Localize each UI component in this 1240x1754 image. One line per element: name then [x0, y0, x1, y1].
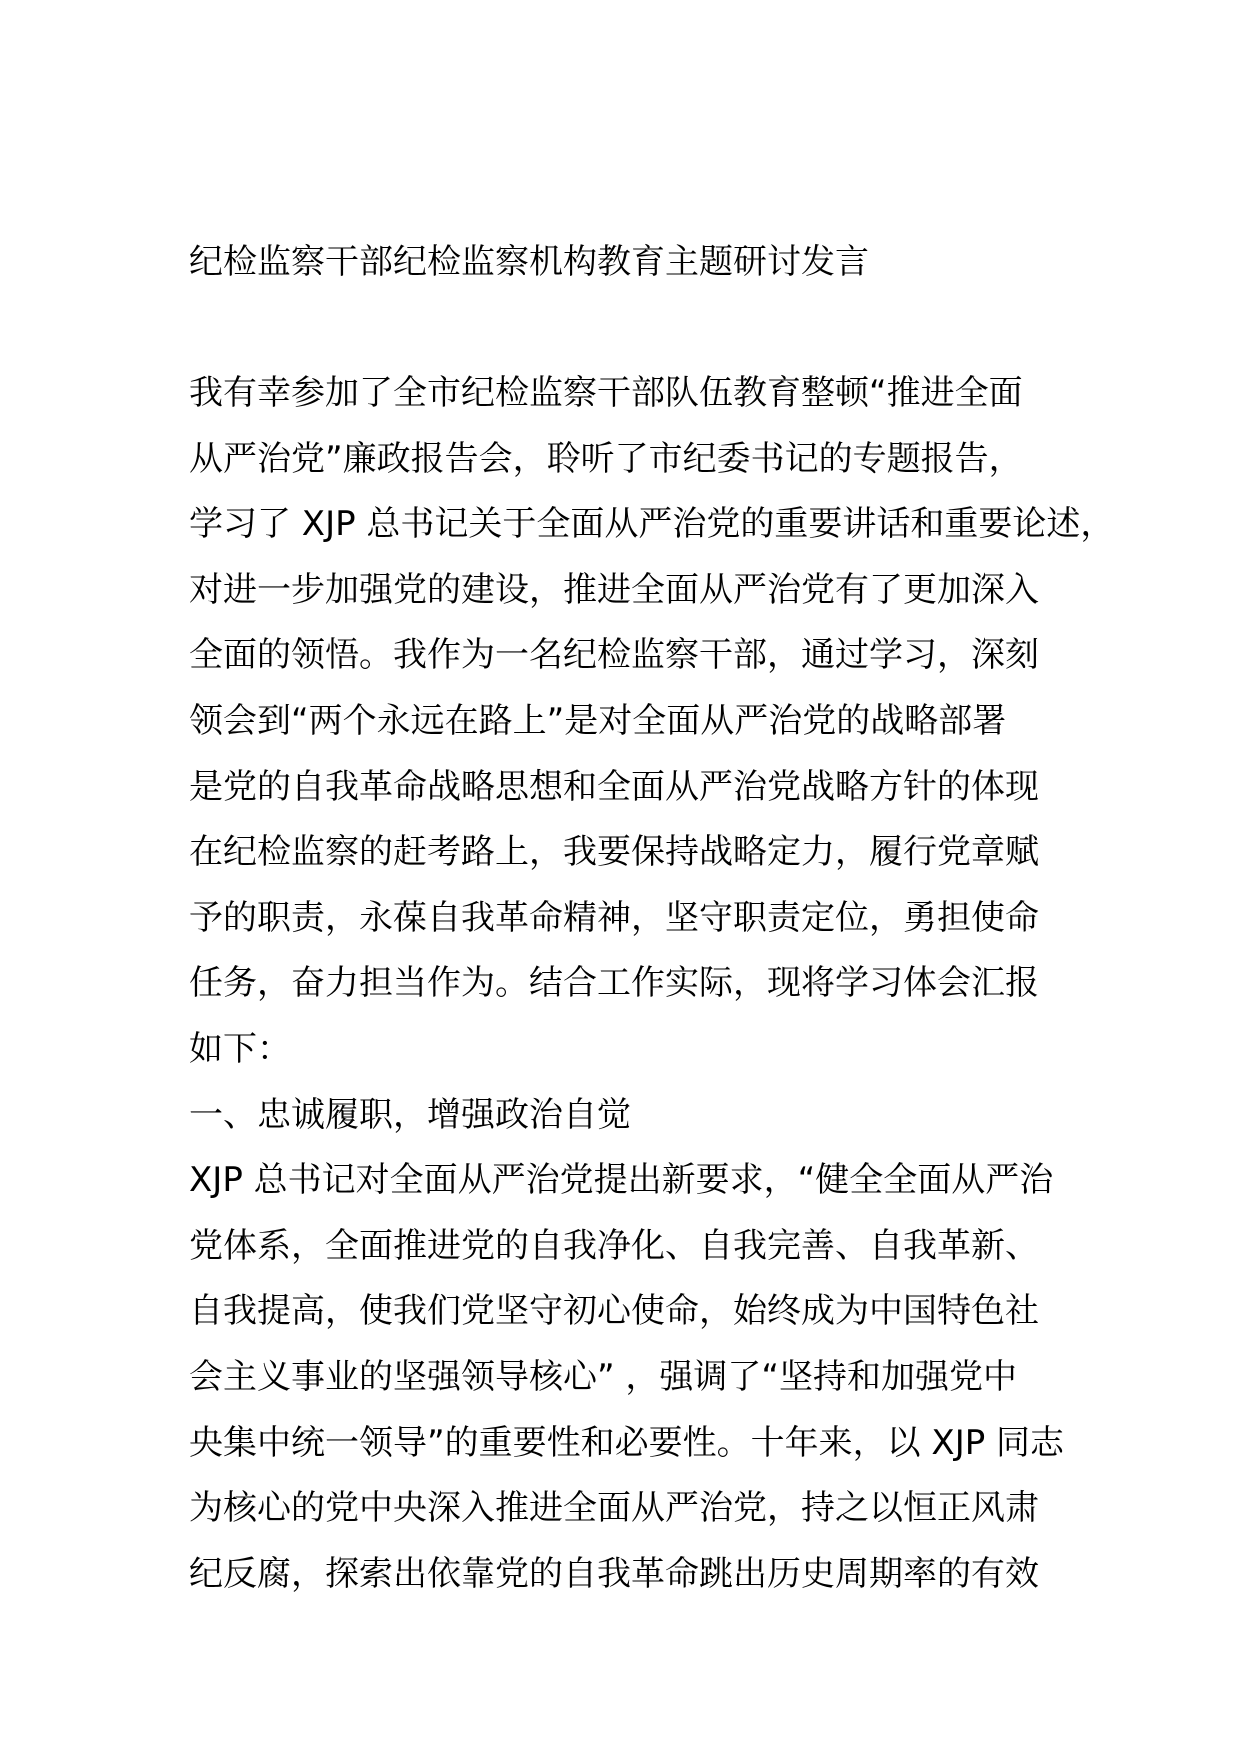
- body-line: 学习了 XJP 总书记关于全面从严治党的重要讲话和重要论述，: [189, 504, 1115, 545]
- body-line: 是党的自我革命战略思想和全面从严治党战略方针的体现: [189, 766, 1039, 807]
- body-line: 党体系，全面推进党的自我净化、自我完善、自我革新、: [189, 1225, 1039, 1266]
- body-line: 纪反腐，探索出依靠党的自我革命跳出历史周期率的有效: [189, 1553, 1039, 1594]
- body-line: 央集中统一领导”的重要性和必要性。十年来，以 XJP 同志: [189, 1422, 1065, 1463]
- body-line: 会主义事业的坚强领导核心” ，强调了“坚持和加强党中: [189, 1356, 1018, 1397]
- body-line: 对进一步加强党的建设，推进全面从严治党有了更加深入: [189, 569, 1039, 610]
- document-body: [189, 361, 1115, 1607]
- body-line: XJP 总书记对全面从严治党提出新要求，“健全全面从严治: [189, 1160, 1054, 1201]
- body-line: 如下：: [189, 1028, 291, 1069]
- body-line: 予的职责，永葆自我革命精神，坚守职责定位，勇担使命: [189, 897, 1039, 938]
- body-line: 我有幸参加了全市纪检监察干部队伍教育整顿“推进全面: [189, 373, 1023, 413]
- section-heading: 一、忠诚履职，增强政治自觉: [189, 1094, 631, 1135]
- body-line: 任务，奋力担当作为。结合工作实际，现将学习体会汇报: [189, 963, 1039, 1004]
- body-line: 自我提高，使我们党坚守初心使命，始终成为中国特色社: [189, 1291, 1039, 1332]
- body-line: 全面的领悟。我作为一名纪检监察干部，通过学习，深刻: [189, 635, 1039, 676]
- body-line: 从严治党”廉政报告会，聆听了市纪委书记的专题报告，: [189, 438, 1023, 479]
- body-line: 为核心的党中央深入推进全面从严治党，持之以恒正风肃: [189, 1488, 1039, 1529]
- body-line: 领会到“两个永远在路上”是对全面从严治党的战略部署: [189, 700, 1007, 741]
- body-line: 在纪检监察的赶考路上，我要保持战略定力，履行党章赋: [189, 832, 1039, 873]
- document-title: 纪检监察干部纪检监察机构教育主题研讨发言: [189, 242, 869, 282]
